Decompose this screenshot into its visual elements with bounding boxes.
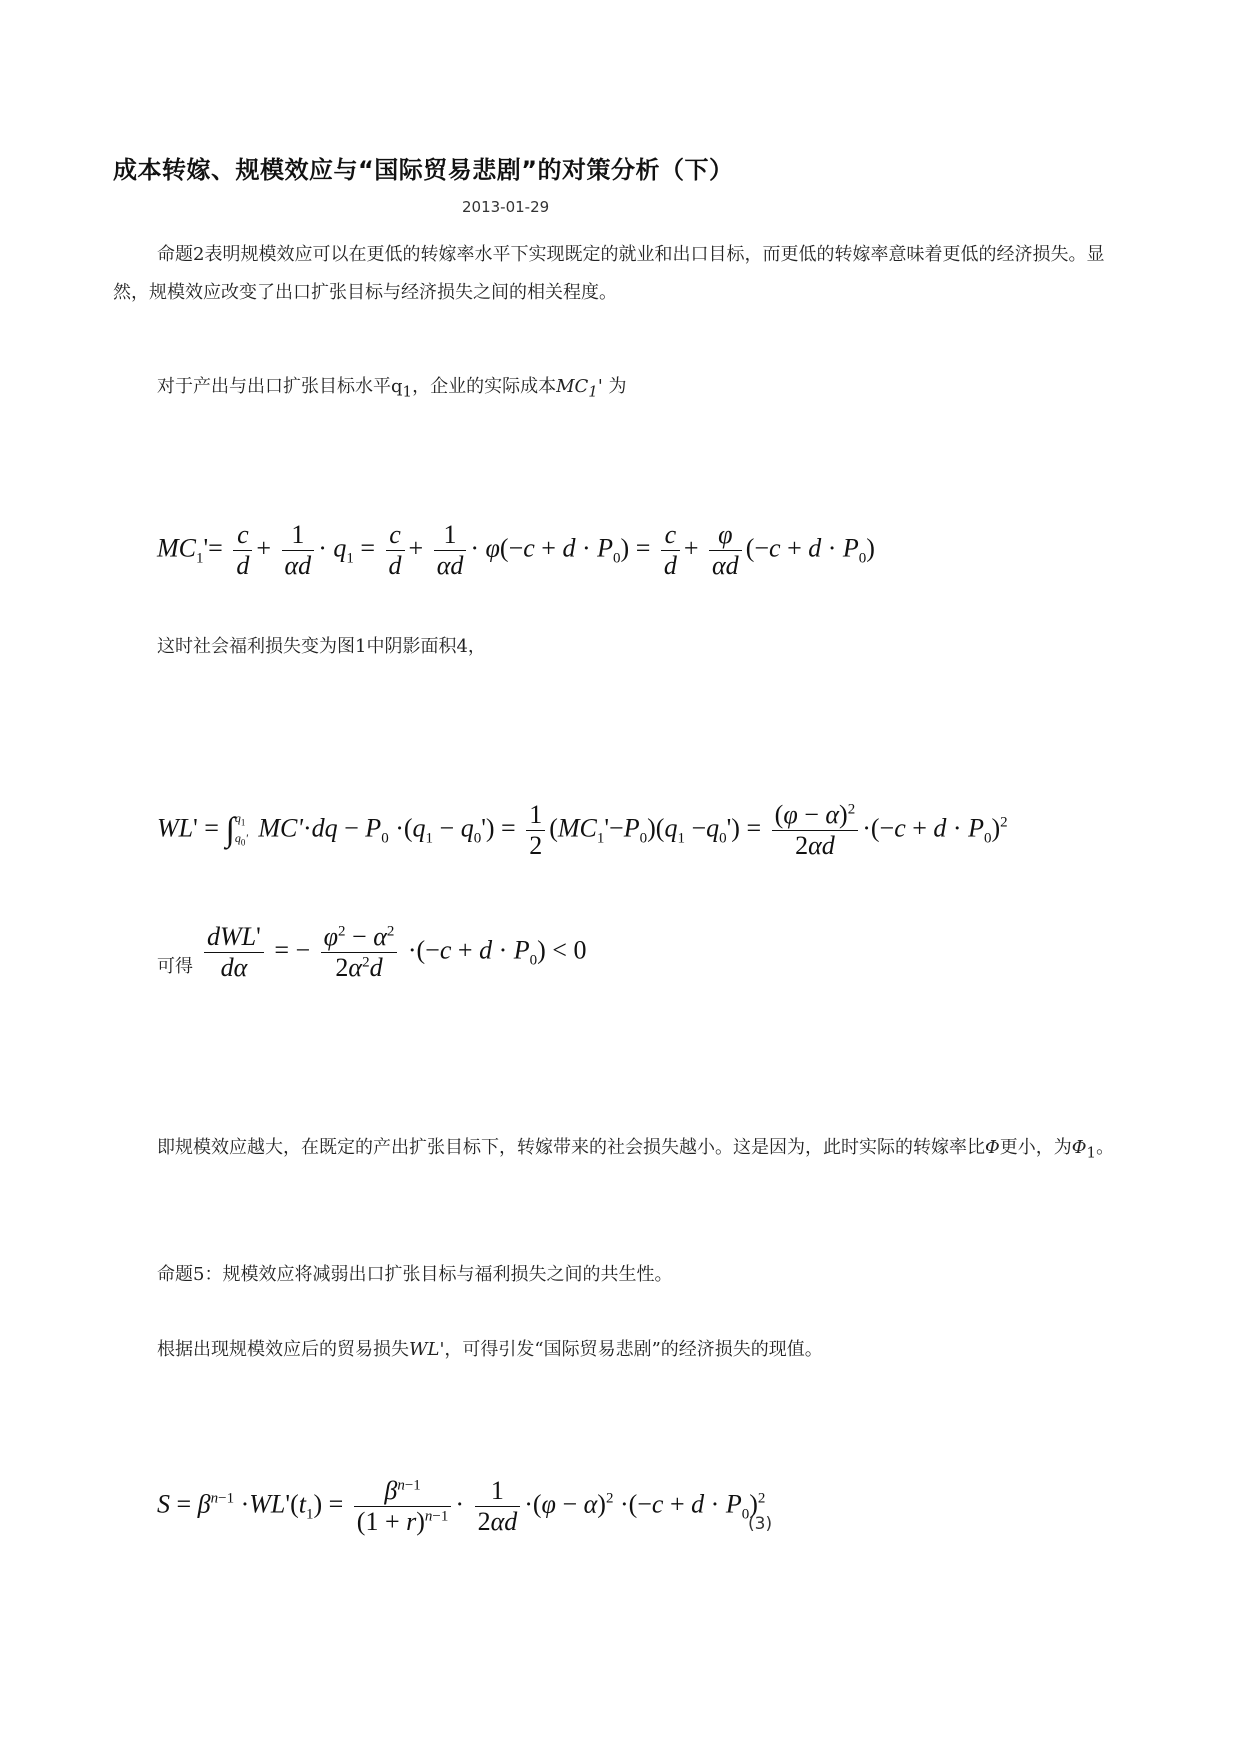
equation-number: (3) (748, 1514, 773, 1534)
equation-s: $S = \beta^{n-1} \cdot WL'(t_1)$ = $\frac{\beta^{n-1}}{(1 + r)^{n-1}}$ · $\frac{1}{2\alpha d}$ $\cdot(\varphi - \alpha)^2 \cdot(-c + d \cdot P_0)^2$ (157, 1476, 766, 1536)
paragraph-present-value: 根据出现规模效应后的贸易损失WL'，可得引发“国际贸易悲剧”的经济损失的现值。 (157, 1339, 823, 1360)
publish-date: 2013-01-29 (462, 198, 550, 216)
label-derivative-result: 可得 (157, 956, 193, 977)
paragraph-welfare-loss: 这时社会福利损失变为图1中阴影面积4， (157, 636, 486, 657)
equation-derivative: $\frac{\text{dWL'}}{d\alpha}$ = − $\frac{\varphi^2 - \alpha^2}{2\alpha^2d}$ $\cdot(-c + d \cdot P_0) < 0$ (200, 922, 586, 983)
paragraph-proposition-5: 命题5：规模效应将减弱出口扩张目标与福利损失之间的共生性。 (157, 1264, 673, 1285)
equation-mc1: $MC_1'=$ $\frac{c}{d}$ + $\frac{1}{\alpha d}$ · $q_1$ = $\frac{c}{d}$ + $\frac{1}{\alpha d}$ · $\varphi(-c + d \cdot P_0)$ = $\frac{c}{d}$ + $\frac{\varphi}{\alpha d}$ $(-c + d \cdot P_0)$ (157, 520, 875, 580)
paragraph-proposition-2: 命题2表明规模效应可以在更低的转嫁率水平下实现既定的就业和出口目标，而更低的转嫁率意味着更低的经济损失。显然，规模效应改变了出口扩张目标与经济损失之间的相关程度。 (113, 244, 1105, 303)
paragraph-scale-effect: 即规模效应越大，在既定的产出扩张目标下，转嫁带来的社会损失越小。这是因为，此时实际的转嫁率比Φ更小，为$\Phi_1$。 (157, 1137, 1115, 1162)
paragraph-actual-cost: 对于产出与出口扩张目标水平$q_1$，企业的实际成本$MC_1'$ 为 (157, 376, 627, 401)
equation-wl: WL' = ∫ $q_1$ $q_0'$ $MC'\cdot dq - P_0 \cdot(q_1 - q_0')$ = $\frac{1}{2}$ $(MC_1'-P_0)(q_1 -q_0')$ = $\frac{(\varphi - \alpha)^2}{2\alpha d}$ $\cdot(-c + d \cdot P_0)^2$ (157, 800, 1008, 860)
page-title: 成本转嫁、规模效应与“国际贸易悲剧”的对策分析（下） (113, 156, 734, 184)
